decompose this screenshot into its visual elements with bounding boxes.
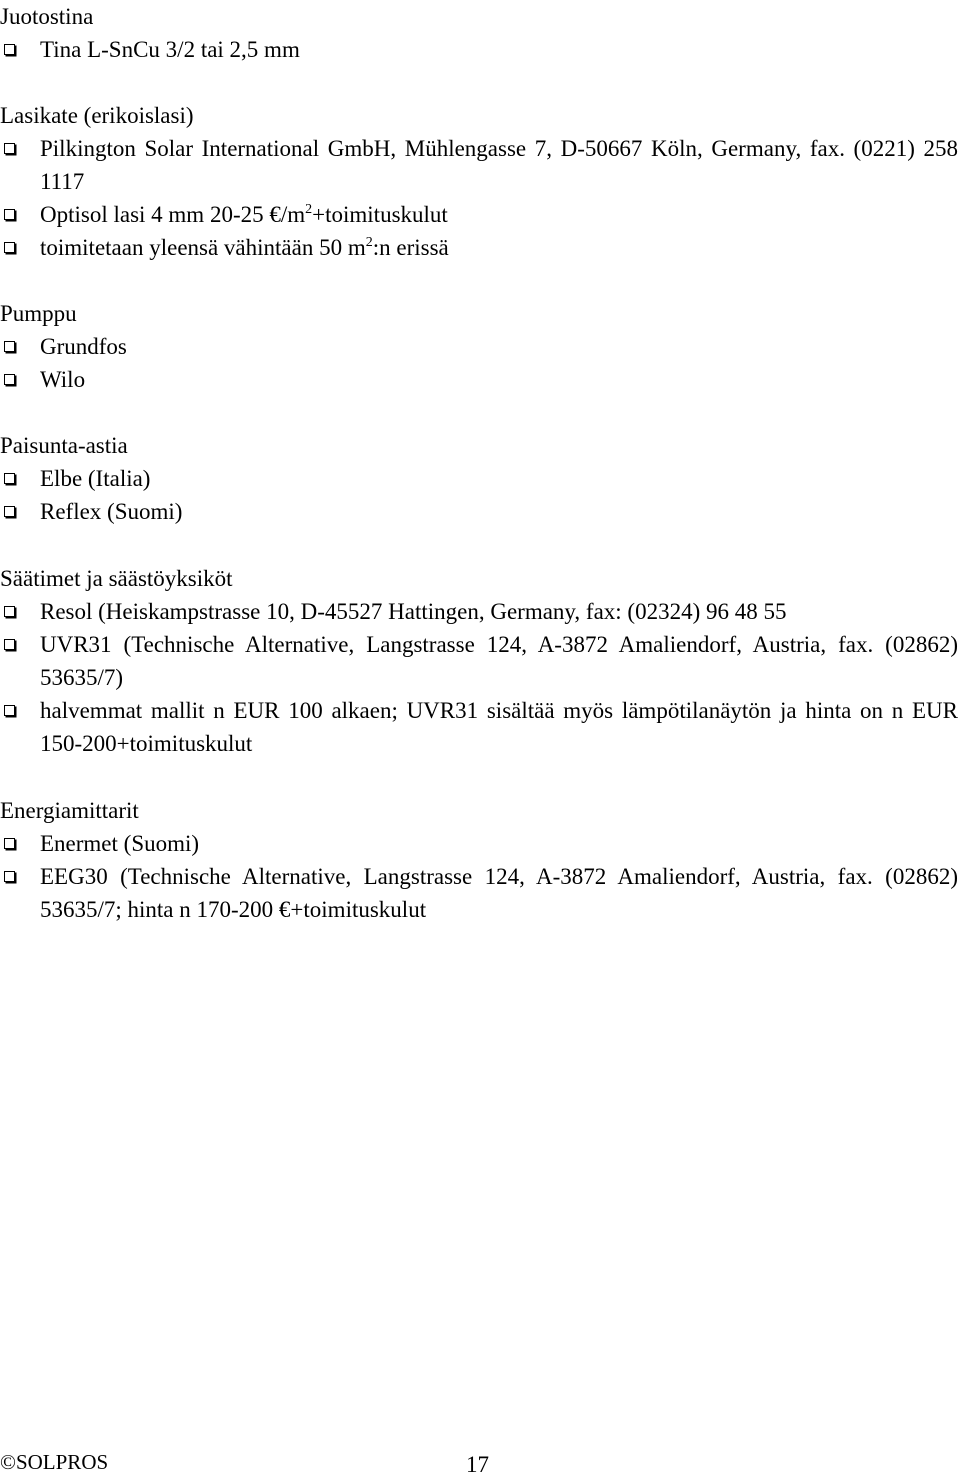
bullet-list xyxy=(0,33,960,66)
checkbox-bullet-icon xyxy=(4,209,15,220)
footer-copyright: ©SOLPROS xyxy=(0,1450,109,1474)
checkbox-bullet-icon xyxy=(4,639,15,650)
list-item: Wilo xyxy=(0,363,960,396)
list-item: halvemmat mallit n EUR 100 alkaen; UVR31 sisältää myös lämpötilanäytön ja hinta on n EUR 150-200+toimituskulut xyxy=(0,694,960,760)
checkbox-bullet-icon xyxy=(4,506,15,517)
section-paisunta-astia xyxy=(0,429,960,528)
section-heading: Paisunta-astia xyxy=(0,433,128,458)
section-heading: Lasikate (erikoislasi) xyxy=(0,103,194,128)
checkbox-bullet-icon xyxy=(4,838,15,849)
list-item: Resol (Heiskampstrasse 10, D-45527 Hattingen, Germany, fax: (02324) 96 48 55 xyxy=(0,595,960,628)
list-item: Enermet (Suomi) xyxy=(0,827,960,860)
section-pumppu xyxy=(0,297,960,396)
section-heading: Pumppu xyxy=(0,301,77,326)
checkbox-bullet-icon xyxy=(4,705,15,716)
checkbox-bullet-icon xyxy=(4,374,15,385)
section-saatimet xyxy=(0,562,960,760)
list-item: Pilkington Solar International GmbH, Mühlengasse 7, D-50667 Köln, Germany, fax. (0221) 258 1117 xyxy=(0,132,960,198)
section-juotostina xyxy=(0,0,960,66)
bullet-list xyxy=(0,595,960,760)
bullet-list xyxy=(0,132,960,264)
checkbox-bullet-icon xyxy=(4,143,15,154)
section-lasikate xyxy=(0,99,960,264)
section-heading: Juotostina xyxy=(0,4,94,29)
list-item: Tina L-SnCu 3/2 tai 2,5 mm xyxy=(0,33,960,66)
list-item: EEG30 (Technische Alternative, Langstrasse 124, A-3872 Amaliendorf, Austria, fax. (02862) 53635/7; hinta n 170-200 €+toimituskulut xyxy=(0,860,960,926)
checkbox-bullet-icon xyxy=(4,341,15,352)
list-item: Optisol lasi 4 mm 20-25 $€/m^2+toimituskulut$ xyxy=(0,198,960,231)
list-item: UVR31 (Technische Alternative, Langstrasse 124, A-3872 Amaliendorf, Austria, fax. (02862) 53635/7) xyxy=(0,628,960,694)
bullet-list xyxy=(0,827,960,926)
list-item: Elbe (Italia) xyxy=(0,462,960,495)
bullet-list xyxy=(0,462,960,528)
list-item: Reflex (Suomi) xyxy=(0,495,960,528)
checkbox-bullet-icon xyxy=(4,44,15,55)
checkbox-bullet-icon xyxy=(4,871,15,882)
section-heading: Säätimet ja säästöyksiköt xyxy=(0,566,233,591)
bullet-list xyxy=(0,330,960,396)
checkbox-bullet-icon xyxy=(4,473,15,484)
checkbox-bullet-icon xyxy=(4,606,15,617)
page-number: 17 xyxy=(466,1452,489,1477)
section-energiamittarit xyxy=(0,794,960,926)
list-item: toimitetaan yleensä vähintään 50 $m^2:n$ erissä xyxy=(0,231,960,264)
checkbox-bullet-icon xyxy=(4,242,15,253)
section-heading: Energiamittarit xyxy=(0,798,139,823)
list-item: Grundfos xyxy=(0,330,960,363)
